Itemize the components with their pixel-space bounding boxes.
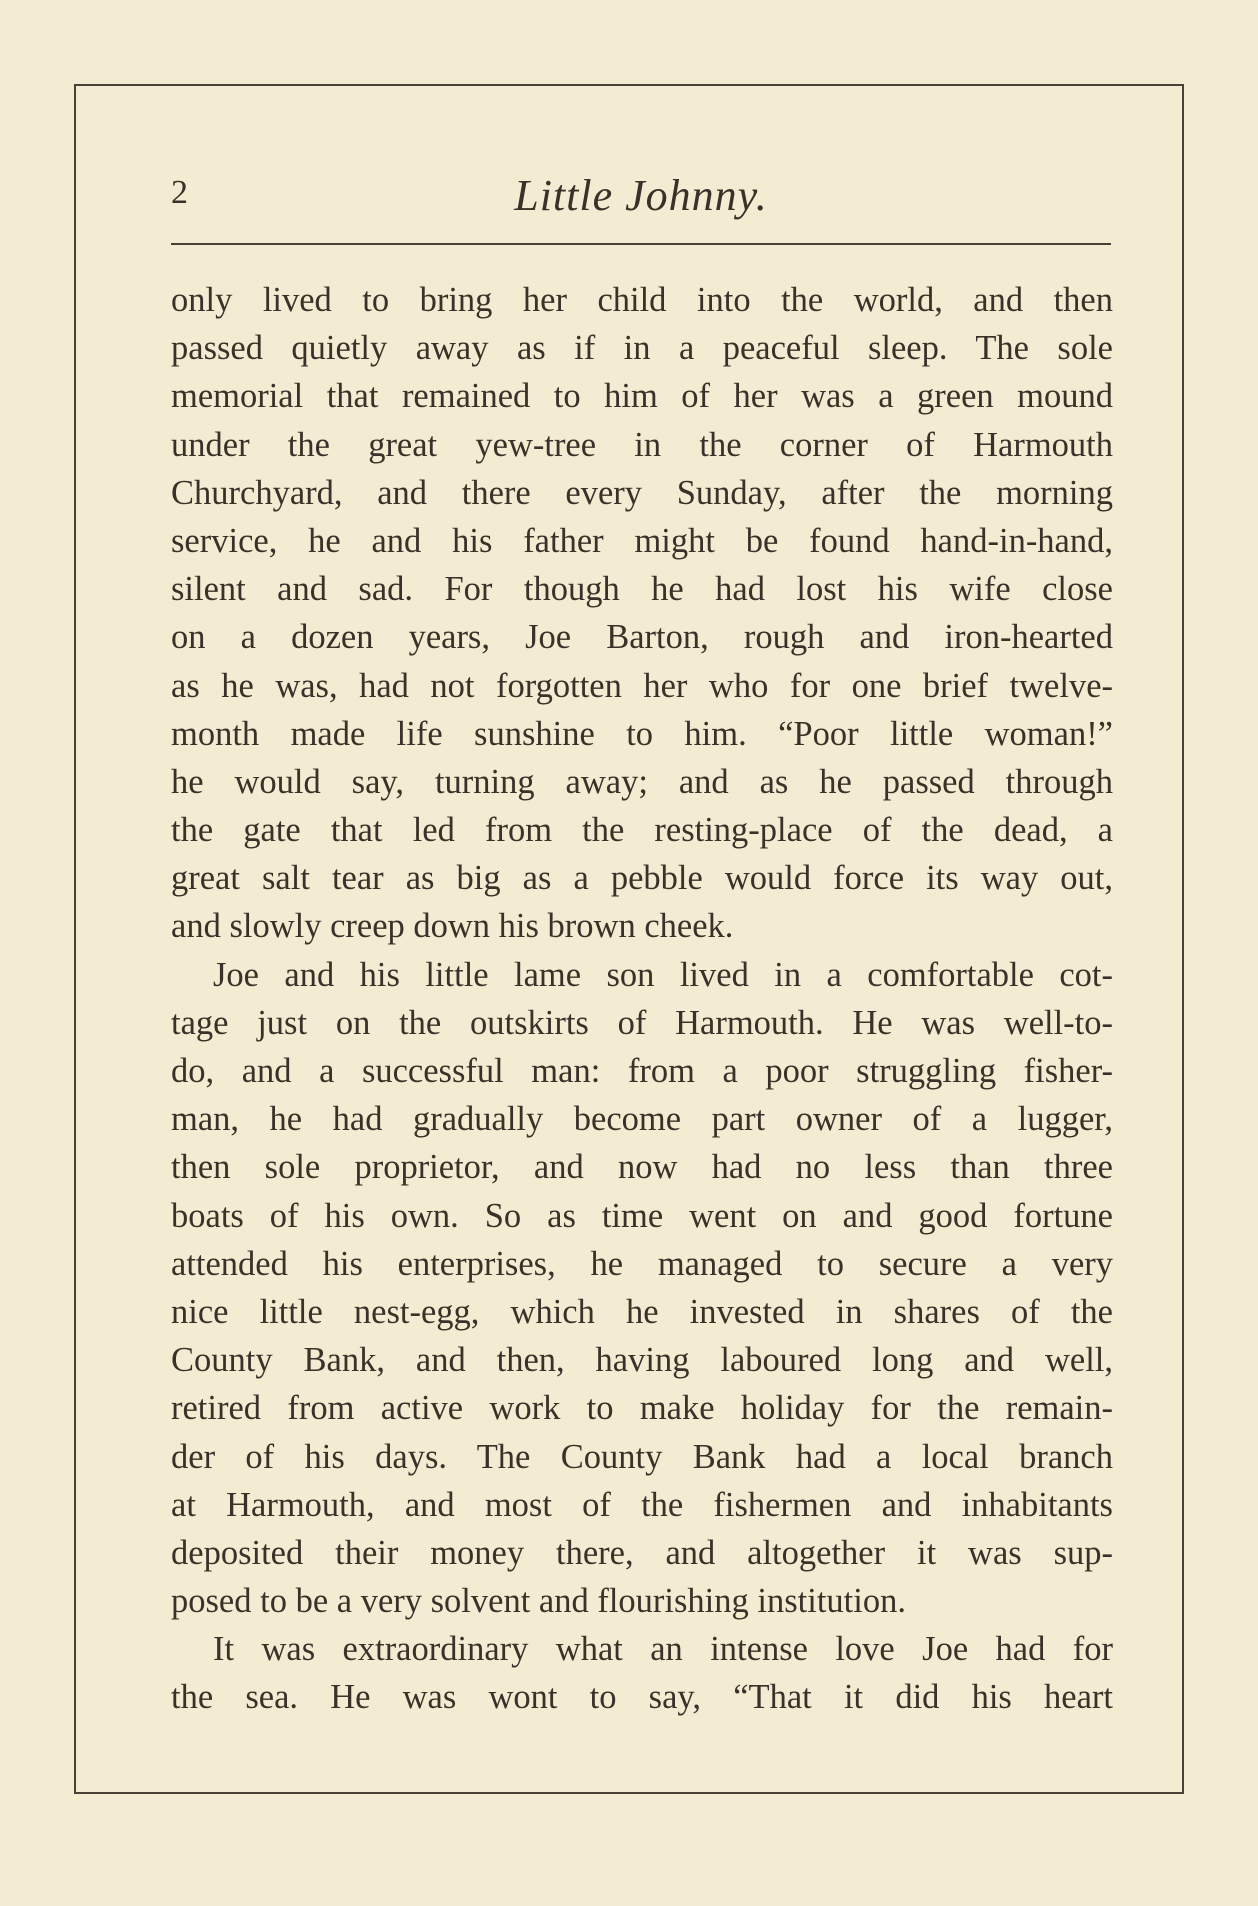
text-line: deposited their money there, and altogether it was sup- bbox=[171, 1533, 1113, 1572]
text-line: then sole proprietor, and now had no less than three bbox=[171, 1148, 1113, 1187]
text-line: he would say, turning away; and as he passed through bbox=[171, 762, 1113, 801]
running-head bbox=[171, 170, 1111, 234]
text-line: the sea. He was wont to say, “That it did his heart bbox=[171, 1678, 1113, 1717]
text-line: memorial that remained to him of her was a green mound bbox=[171, 377, 1113, 416]
paragraph-last-line: and slowly creep down his brown cheek. bbox=[171, 907, 734, 946]
text-line: boats of his own. So as time went on and good fortune bbox=[171, 1196, 1113, 1235]
header-rule bbox=[171, 243, 1111, 245]
text-line: only lived to bring her child into the world, and then bbox=[171, 281, 1113, 319]
text-line: the gate that led from the resting-place of the dead, a bbox=[171, 811, 1113, 850]
paragraph-last-line: posed to be a very solvent and flourishing institution. bbox=[171, 1582, 906, 1621]
text-line: man, he had gradually become part owner of a lugger, bbox=[171, 1100, 1113, 1139]
text-line: nice little nest-egg, which he invested in shares of the bbox=[171, 1292, 1113, 1331]
text-line: tage just on the outskirts of Harmouth. He was well-to- bbox=[171, 1003, 1113, 1042]
page-number: 2 bbox=[171, 174, 189, 211]
text-line: County Bank, and then, having laboured long and well, bbox=[171, 1341, 1113, 1380]
text-line: on a dozen years, Joe Barton, rough and iron-hearted bbox=[171, 618, 1113, 657]
text-line: great salt tear as big as a pebble would force its way out, bbox=[171, 859, 1113, 898]
paragraph-first-line: Joe and his little lame son lived in a comfortable cot- bbox=[213, 955, 1113, 994]
text-line: passed quietly away as if in a peaceful sleep. The sole bbox=[171, 329, 1113, 368]
text-line: retired from active work to make holiday for the remain- bbox=[171, 1389, 1113, 1428]
text-line: attended his enterprises, he managed to secure a very bbox=[171, 1244, 1113, 1283]
running-title: Little Johnny. bbox=[514, 171, 768, 220]
text-line: at Harmouth, and most of the fishermen and inhabitants bbox=[171, 1485, 1113, 1524]
text-line: silent and sad. For though he had lost his wife close bbox=[171, 570, 1113, 609]
text-line: Churchyard, and there every Sunday, after the morning bbox=[171, 473, 1113, 512]
text-line: do, and a successful man: from a poor struggling fisher- bbox=[171, 1052, 1113, 1090]
body-text bbox=[171, 276, 1113, 1722]
text-line: month made life sunshine to him. “Poor little woman!” bbox=[171, 714, 1113, 753]
text-line: as he was, had not forgotten her who for one brief twelve- bbox=[171, 666, 1113, 705]
text-line: service, he and his father might be found hand-in-hand, bbox=[171, 521, 1113, 560]
text-line: der of his days. The County Bank had a local branch bbox=[171, 1437, 1113, 1476]
text-line: under the great yew-tree in the corner of Harmouth bbox=[171, 425, 1113, 464]
paragraph-first-line: It was extraordinary what an intense love Joe had for bbox=[213, 1630, 1113, 1669]
